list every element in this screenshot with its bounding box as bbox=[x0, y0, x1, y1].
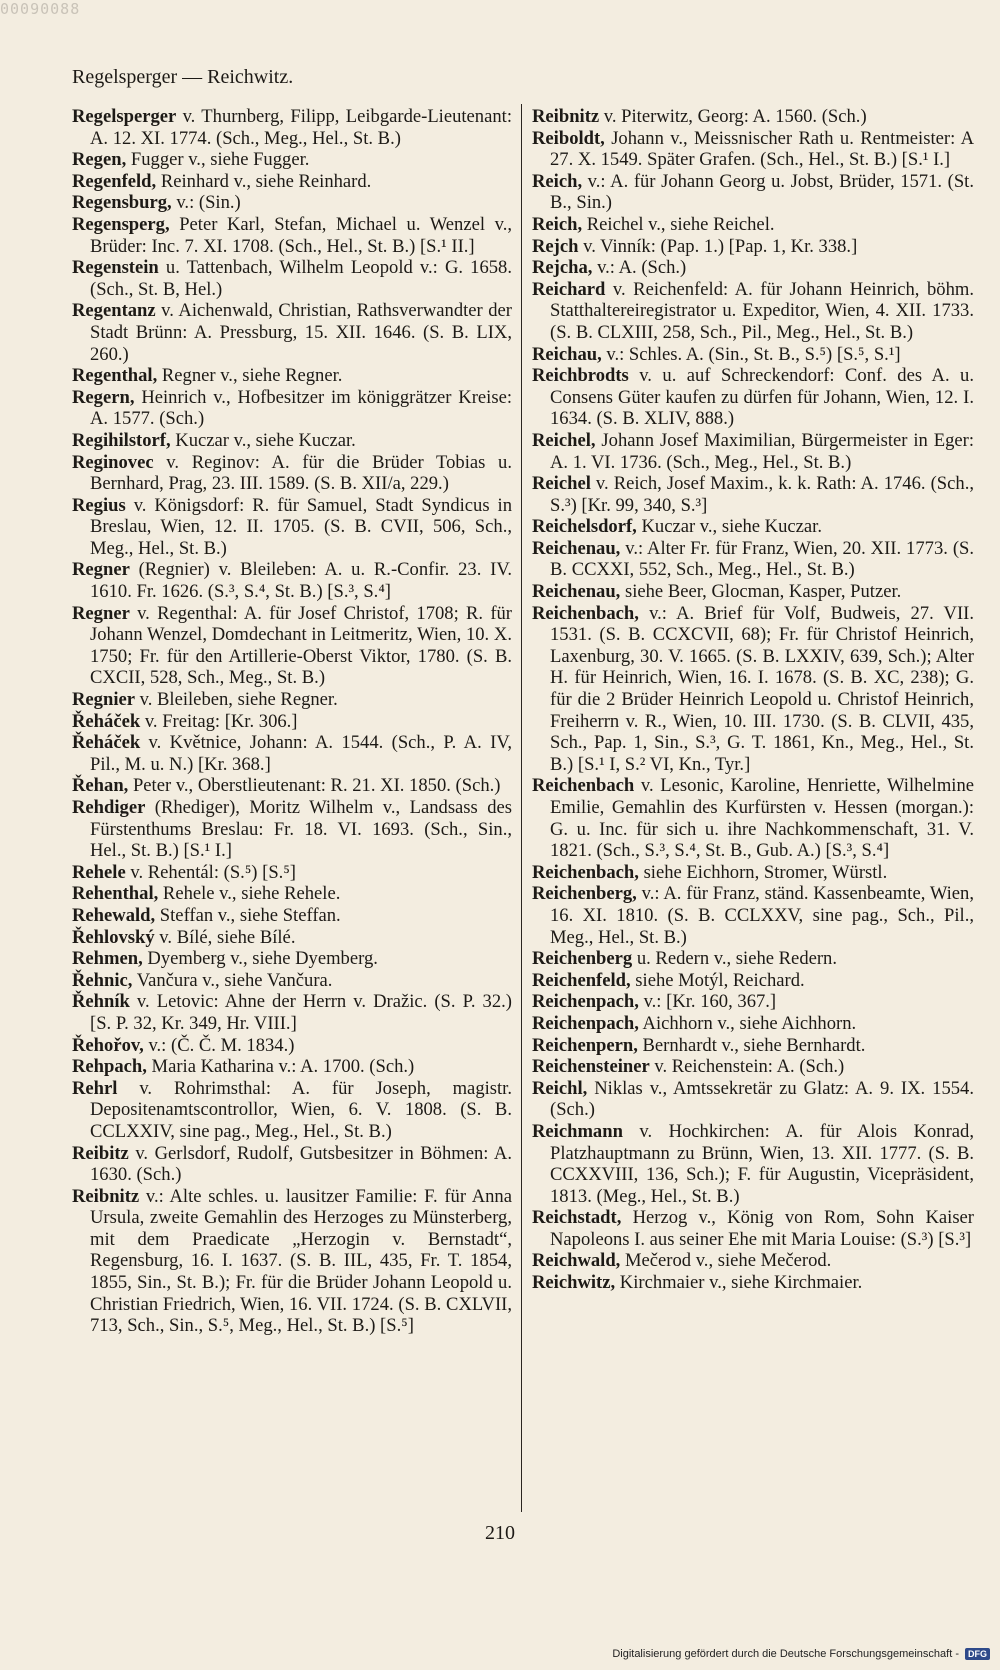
entry-headword: Rehenthal, bbox=[72, 883, 159, 905]
list-item bbox=[532, 1207, 974, 1250]
entry-text: v. Lesonic, Karoline, Henriette, Wilhelmine Emilie, Gemahlin des Kurfürsten v. Hessen (morgan.): G. u. Inc. für sich u. ihre Nachkommenschaft, 31. V. 1821. (Sch., S.³, S.⁴, St. B., Gub. A.) [S.³, S.⁴] bbox=[550, 775, 974, 862]
list-item bbox=[72, 797, 512, 862]
entry-headword: Regenfeld, bbox=[72, 170, 157, 192]
list-item bbox=[532, 1121, 974, 1207]
entry-headword: Řehan, bbox=[72, 775, 129, 797]
list-item bbox=[72, 1186, 512, 1337]
entry-text: v.: (Sin.) bbox=[171, 192, 241, 214]
entry-headword: Rehele bbox=[72, 861, 126, 883]
entry-headword: Regern, bbox=[72, 386, 135, 408]
entry-text: v. Bleileben, siehe Regner. bbox=[135, 689, 338, 711]
entry-text: v. Königsdorf: R. für Samuel, Stadt Syndicus in Breslau, Wien, 12. II. 1705. (S. B. CVII, 506, Sch., Meg., Hel., St. B.) bbox=[90, 494, 512, 559]
entry-text: Regner v., siehe Regner. bbox=[157, 365, 343, 387]
column-divider bbox=[521, 104, 522, 1512]
list-item bbox=[72, 559, 512, 602]
list-item bbox=[72, 603, 512, 689]
list-item bbox=[72, 1143, 512, 1186]
entry-headword: Rehdiger bbox=[72, 797, 146, 818]
entry-text: v. Thurnberg, Filipp, Leibgarde-Lieutenant: A. 12. XI. 1774. (Sch., Meg., Hel., St. B.) bbox=[90, 106, 512, 149]
entry-text: (Rhediger), Moritz Wilhelm v., Landsass des Fürstenthums Breslau: Fr. 18. VI. 1693. (Sch., Sin., Hel., St. B.) [S.¹ I.] bbox=[90, 797, 512, 862]
entry-text: v. Vinník: (Pap. 1.) [Pap. 1, Kr. 338.] bbox=[578, 235, 858, 257]
entry-text: Vančura v., siehe Vančura. bbox=[132, 969, 333, 991]
entry-headword: Reichenfeld, bbox=[532, 969, 631, 991]
list-item bbox=[532, 948, 974, 970]
entry-headword: Regelsperger bbox=[72, 106, 177, 127]
entry-text: v. Rehentál: (S.⁵) [S.⁵] bbox=[125, 861, 296, 883]
list-item bbox=[72, 365, 512, 387]
list-item bbox=[72, 387, 512, 430]
list-item bbox=[532, 1056, 974, 1078]
list-item bbox=[72, 192, 512, 214]
scan-stamp: 00090088 bbox=[0, 0, 81, 18]
entry-text: Rehele v., siehe Rehele. bbox=[158, 883, 341, 905]
entry-text: Peter Karl, Stefan, Michael u. Wenzel v., Brüder: Inc. 7. XI. 1708. (Sch., Hel., St. B.) [S.¹ II.] bbox=[90, 213, 512, 257]
entry-headword: Reichstadt, bbox=[532, 1207, 622, 1229]
entry-headword: Regenthal, bbox=[72, 365, 158, 387]
list-item bbox=[532, 883, 974, 948]
entry-text: Dyemberg v., siehe Dyemberg. bbox=[142, 948, 378, 970]
entry-headword: Reich, bbox=[532, 213, 583, 235]
entry-headword: Řehnic, bbox=[72, 969, 133, 991]
entry-text: v.: A. für Franz, ständ. Kassenbeamte, Wien, 16. XI. 1810. (S. B. CCLXXV, sine pag., Sch., Pil., Meg., Hel., St. B.) bbox=[550, 883, 974, 948]
list-item bbox=[532, 538, 974, 581]
running-head: Regelsperger — Reichwitz. bbox=[72, 66, 294, 88]
footer bbox=[612, 1644, 990, 1664]
list-item bbox=[72, 689, 512, 711]
list-item bbox=[532, 106, 974, 128]
entry-headword: Řehořov, bbox=[72, 1034, 144, 1056]
entry-headword: Reichenbach, bbox=[532, 861, 639, 883]
entry-text: v. Hochkirchen: A. für Alois Konrad, Platzhauptmann zu Brünn, Wien, 13. XII. 1777. (S. B. CCXXVIII, 136, Sch.); F. für Augustin, Vicepräsident, 1813. (Meg., Hel., St. B.) bbox=[550, 1120, 974, 1207]
list-item bbox=[532, 581, 974, 603]
list-item bbox=[532, 1272, 974, 1294]
list-item bbox=[72, 732, 512, 775]
list-item bbox=[532, 430, 974, 473]
entry-headword: Reichenbach, bbox=[532, 602, 639, 624]
entry-text: v. Rohrimsthal: A. für Joseph, magistr. Depositenamtscontrollor, Wien, 6. V. 1808. (S. B. CCLXXIV, sine pag., Meg., Hel., St. B.) bbox=[90, 1077, 512, 1142]
entry-headword: Reichenpach, bbox=[532, 991, 639, 1013]
entry-text: Peter v., Oberstlieutenant: R. 21. XI. 1850. (Sch.) bbox=[128, 775, 501, 797]
entry-headword: Regner bbox=[72, 602, 130, 624]
list-item bbox=[72, 300, 512, 365]
entry-text: v. Aichenwald, Christian, Rathsverwandter der Stadt Brünn: A. Pressburg, 15. XII. 1646. (S. B. LIX, 260.) bbox=[90, 300, 512, 365]
entry-text: v. Reginov: A. für die Brüder Tobias u. Bernhard, Prag, 23. III. 1589. (S. B. XII/a, 229.) bbox=[90, 451, 512, 495]
entry-text: Fugger v., siehe Fugger. bbox=[126, 149, 310, 171]
list-item bbox=[72, 430, 512, 452]
entry-headword: Reichenau, bbox=[532, 537, 621, 559]
entry-text: Maria Katharina v.: A. 1700. (Sch.) bbox=[146, 1056, 415, 1078]
entry-text: u. Redern v., siehe Redern. bbox=[632, 948, 837, 970]
dfg-logo-icon: DFG bbox=[965, 1648, 990, 1660]
entry-text: v. u. auf Schreckendorf: Conf. des A. u. Consens Güter kaufen zu dürfen für Johann, Wien, 12. I. 1634. (S. B. XLIV, 888.) bbox=[550, 365, 974, 430]
list-item bbox=[532, 603, 974, 776]
entry-headword: Reichwitz, bbox=[532, 1272, 616, 1294]
entry-headword: Řehlovský bbox=[72, 926, 155, 948]
list-item bbox=[532, 344, 974, 366]
list-item bbox=[532, 279, 974, 344]
entry-text: v.: A. für Johann Georg u. Jobst, Brüder, 1571. (St. B., Sin.) bbox=[550, 170, 974, 214]
list-item bbox=[532, 1250, 974, 1272]
entry-headword: Rejcha, bbox=[532, 257, 593, 279]
entry-text: v. Freitag: [Kr. 306.] bbox=[140, 710, 298, 732]
right-column bbox=[532, 106, 974, 1294]
entry-text: v. Regenthal: A. für Josef Christof, 1708; R. für Johann Wenzel, Domdechant in Leitmeritz, Wien, 10. X. 1750; Fr. für den Artillerie-Oberst Viktor, 1780. (S. B. CXCII, 528, Sch., Meg., St. B.) bbox=[90, 602, 512, 689]
entry-text: siehe Beer, Glocman, Kasper, Putzer. bbox=[620, 581, 902, 603]
list-item bbox=[532, 128, 974, 171]
list-item bbox=[72, 883, 512, 905]
entry-text: Mečerod v., siehe Mečerod. bbox=[620, 1250, 832, 1272]
entry-headword: Regensburg, bbox=[72, 192, 172, 214]
entry-headword: Reginovec bbox=[72, 451, 154, 473]
list-item bbox=[532, 1035, 974, 1057]
entry-headword: Reichensteiner bbox=[532, 1056, 650, 1078]
entry-headword: Reichwald, bbox=[532, 1250, 621, 1272]
list-item bbox=[72, 171, 512, 193]
entry-headword: Reichau, bbox=[532, 343, 602, 365]
entry-text: (Regnier) v. Bleileben: A. u. R.-Confir. 23. IV. 1610. Fr. 1626. (S.³, S.⁴, St. B.) [S.³, S.⁴] bbox=[90, 559, 512, 603]
entry-headword: Reichelsdorf, bbox=[532, 516, 637, 538]
entry-text: v. Květnice, Johann: A. 1544. (Sch., P. A. IV, Pil., M. u. N.) [Kr. 368.] bbox=[90, 732, 512, 775]
list-item bbox=[532, 1013, 974, 1035]
entry-text: Johann v., Meissnischer Rath u. Rentmeister: A 27. X. 1549. Später Grafen. (Sch., Hel., St. B.) [S.¹ I.] bbox=[550, 127, 974, 171]
entry-headword: Reichel, bbox=[532, 429, 596, 451]
list-item bbox=[72, 214, 512, 257]
entry-headword: Reichenau, bbox=[532, 581, 621, 603]
entry-headword: Reichenberg, bbox=[532, 883, 637, 905]
entry-headword: Rejch bbox=[532, 235, 579, 257]
left-column bbox=[72, 106, 512, 1337]
list-item bbox=[532, 991, 974, 1013]
entry-text: Kirchmaier v., siehe Kirchmaier. bbox=[615, 1272, 863, 1294]
entry-text: v.: (Č. Č. M. 1834.) bbox=[143, 1034, 295, 1056]
entry-headword: Regentanz bbox=[72, 300, 156, 322]
entry-headword: Řeháček bbox=[72, 710, 141, 732]
entry-headword: Regen, bbox=[72, 149, 127, 171]
list-item bbox=[532, 862, 974, 884]
entry-text: v. Piterwitz, Georg: A. 1560. (Sch.) bbox=[599, 106, 867, 127]
list-item bbox=[532, 257, 974, 279]
entry-headword: Reibitz bbox=[72, 1142, 129, 1164]
list-item bbox=[72, 948, 512, 970]
list-item bbox=[72, 1035, 512, 1057]
entry-headword: Reichel bbox=[532, 473, 591, 495]
entry-headword: Rehmen, bbox=[72, 948, 143, 970]
entry-headword: Reichenpern, bbox=[532, 1034, 638, 1056]
entry-text: Heinrich v., Hofbesitzer im königgrätzer Kreise: A. 1577. (Sch.) bbox=[90, 386, 512, 430]
list-item bbox=[72, 149, 512, 171]
entry-text: v. Letovic: Ahne der Herrn v. Dražic. (S. P. 32.) [S. P. 32, Kr. 349, Hr. VIII.] bbox=[90, 991, 512, 1034]
entry-text: u. Tattenbach, Wilhelm Leopold v.: G. 1658. (Sch., St. B, Hel.) bbox=[90, 257, 512, 300]
list-item bbox=[532, 473, 974, 516]
entry-headword: Reich, bbox=[532, 170, 583, 192]
entry-text: v.: Alter Fr. für Franz, Wien, 20. XII. 1773. (S. B. CCXXI, 552, Sch., Meg., Hel., St. B.) bbox=[550, 537, 974, 581]
entry-text: Reinhard v., siehe Reinhard. bbox=[156, 170, 372, 192]
entry-headword: Reichard bbox=[532, 278, 606, 300]
entry-text: siehe Motýl, Reichard. bbox=[630, 969, 805, 991]
list-item bbox=[532, 516, 974, 538]
entry-text: v. Gerlsdorf, Rudolf, Gutsbesitzer in Böhmen: A. 1630. (Sch.) bbox=[90, 1142, 512, 1186]
list-item bbox=[72, 452, 512, 495]
list-item bbox=[72, 905, 512, 927]
entry-headword: Reichenpach, bbox=[532, 1012, 639, 1034]
entry-headword: Regner bbox=[72, 559, 130, 581]
entry-text: siehe Eichhorn, Stromer, Würstl. bbox=[638, 861, 888, 883]
entry-text: Bernhardt v., siehe Bernhardt. bbox=[637, 1034, 866, 1056]
entry-headword: Reichenberg bbox=[532, 948, 633, 970]
entry-headword: Regensperg, bbox=[72, 213, 170, 235]
list-item bbox=[72, 970, 512, 992]
entry-headword: Reibnitz bbox=[72, 1185, 140, 1207]
list-item bbox=[72, 1056, 512, 1078]
entry-text: v. Reichenstein: A. (Sch.) bbox=[649, 1056, 845, 1078]
entry-text: v.: [Kr. 160, 367.] bbox=[638, 991, 777, 1013]
entry-text: Aichhorn v., siehe Aichhorn. bbox=[638, 1012, 857, 1034]
entry-headword: Rehrl bbox=[72, 1077, 118, 1099]
list-item bbox=[532, 171, 974, 214]
list-item bbox=[72, 775, 512, 797]
entry-headword: Regihilstorf, bbox=[72, 429, 171, 451]
list-item bbox=[72, 495, 512, 560]
page-number: 210 bbox=[485, 1522, 515, 1544]
entry-text: Johann Josef Maximilian, Bürgermeister in Eger: A. 1. VI. 1736. (Sch., Meg., Hel., St. B.) bbox=[550, 429, 974, 473]
entry-headword: Reiboldt, bbox=[532, 127, 605, 149]
entry-text: v.: A. (Sch.) bbox=[592, 257, 687, 279]
entry-headword: Reibnitz bbox=[532, 106, 600, 127]
footer-text: Digitalisierung gefördert durch die Deutsche Forschungsgemeinschaft - bbox=[612, 1648, 959, 1660]
list-item bbox=[532, 775, 974, 861]
list-item bbox=[72, 257, 512, 300]
entry-text: Herzog v., König von Rom, Sohn Kaiser Napoleons I. aus seiner Ehe mit Maria Louise: (S.³) [S.³] bbox=[550, 1207, 974, 1250]
list-item bbox=[72, 991, 512, 1034]
entry-headword: Řehník bbox=[72, 991, 130, 1013]
entry-headword: Regenstein bbox=[72, 257, 159, 279]
entry-headword: Regnier bbox=[72, 689, 135, 711]
entry-headword: Řeháček bbox=[72, 732, 141, 754]
entry-text: v.: Alte schles. u. lausitzer Familie: F. für Anna Ursula, zweite Gemahlin des Herzoges zu Münsterberg, mit dem Praedicate „Herzogin v. Bernstadt“, Regensburg, 16. I. 1637. (S. B. IIL, 435, Fr. T. 1854, 1855, Sin., St. B.); Fr. für die Brüder Johann Leopold u. Christian Friedrich, Wien, 16. VII. 1724. (S. B. CXLVII, 713, Sch., Sin., S.⁵, Meg., Hel., St. B.) [S.⁵] bbox=[90, 1185, 512, 1337]
entry-text: v.: Schles. A. (Sin., St. B., S.⁵) [S.⁵, S.¹] bbox=[601, 343, 901, 365]
entry-headword: Reichbrodts bbox=[532, 365, 629, 387]
entry-headword: Regius bbox=[72, 494, 126, 516]
entry-text: Kuczar v., siehe Kuczar. bbox=[636, 516, 822, 538]
list-item bbox=[72, 862, 512, 884]
list-item bbox=[532, 236, 974, 258]
list-item bbox=[532, 970, 974, 992]
list-item bbox=[532, 1078, 974, 1121]
entry-headword: Reichmann bbox=[532, 1120, 623, 1142]
list-item bbox=[72, 1078, 512, 1143]
entry-text: Reichel v., siehe Reichel. bbox=[582, 213, 775, 235]
entry-text: v. Reichenfeld: A. für Johann Heinrich, böhm. Statthaltereiregistrator u. Expeditor, Wien, 4. XII. 1733. (S. B. CLXIII, 258, Sch., Pil., Meg., Hel., St. B.) bbox=[550, 278, 974, 343]
entry-text: Steffan v., siehe Steffan. bbox=[155, 904, 341, 926]
entry-headword: Reichenbach bbox=[532, 775, 635, 797]
entry-text: v. Reich, Josef Maxim., k. k. Rath: A. 1746. (Sch., S.³) [Kr. 99, 340, S.³] bbox=[550, 473, 974, 516]
entry-headword: Rehpach, bbox=[72, 1056, 147, 1078]
entry-text: v.: A. Brief für Volf, Budweis, 27. VII. 1531. (S. B. CCXCVII, 68); Fr. für Christof Heinrich, Laxenburg, 30. V. 1665. (S. B. LXXIV, 639, Sch.); Alter H. für Heinrich, Wien, 16. I. 1678. (S. B. XC, 238); G. für die 2 Brüder Heinrich Leopold u. Christof Heinrich, Freiherrn v. R., Wien, 10. III. 1730. (S. B. CLVII, 435, Sch., Pap. 1, Sin., S.³, G. T. 1861, Kn., Meg., Hel., St. B.) [S.¹ I, S.² VI, Kn., Tyr.] bbox=[550, 602, 974, 775]
list-item bbox=[72, 106, 512, 149]
entry-headword: Reichl, bbox=[532, 1077, 588, 1099]
list-item bbox=[532, 365, 974, 430]
entry-text: Kuczar v., siehe Kuczar. bbox=[170, 429, 356, 451]
entry-text: Niklas v., Amtssekretär zu Glatz: A. 9. IX. 1554. (Sch.) bbox=[550, 1077, 974, 1121]
list-item bbox=[532, 214, 974, 236]
entry-headword: Rehewald, bbox=[72, 904, 156, 926]
list-item bbox=[72, 711, 512, 733]
list-item bbox=[72, 927, 512, 949]
entry-text: v. Bílé, siehe Bílé. bbox=[154, 926, 296, 948]
